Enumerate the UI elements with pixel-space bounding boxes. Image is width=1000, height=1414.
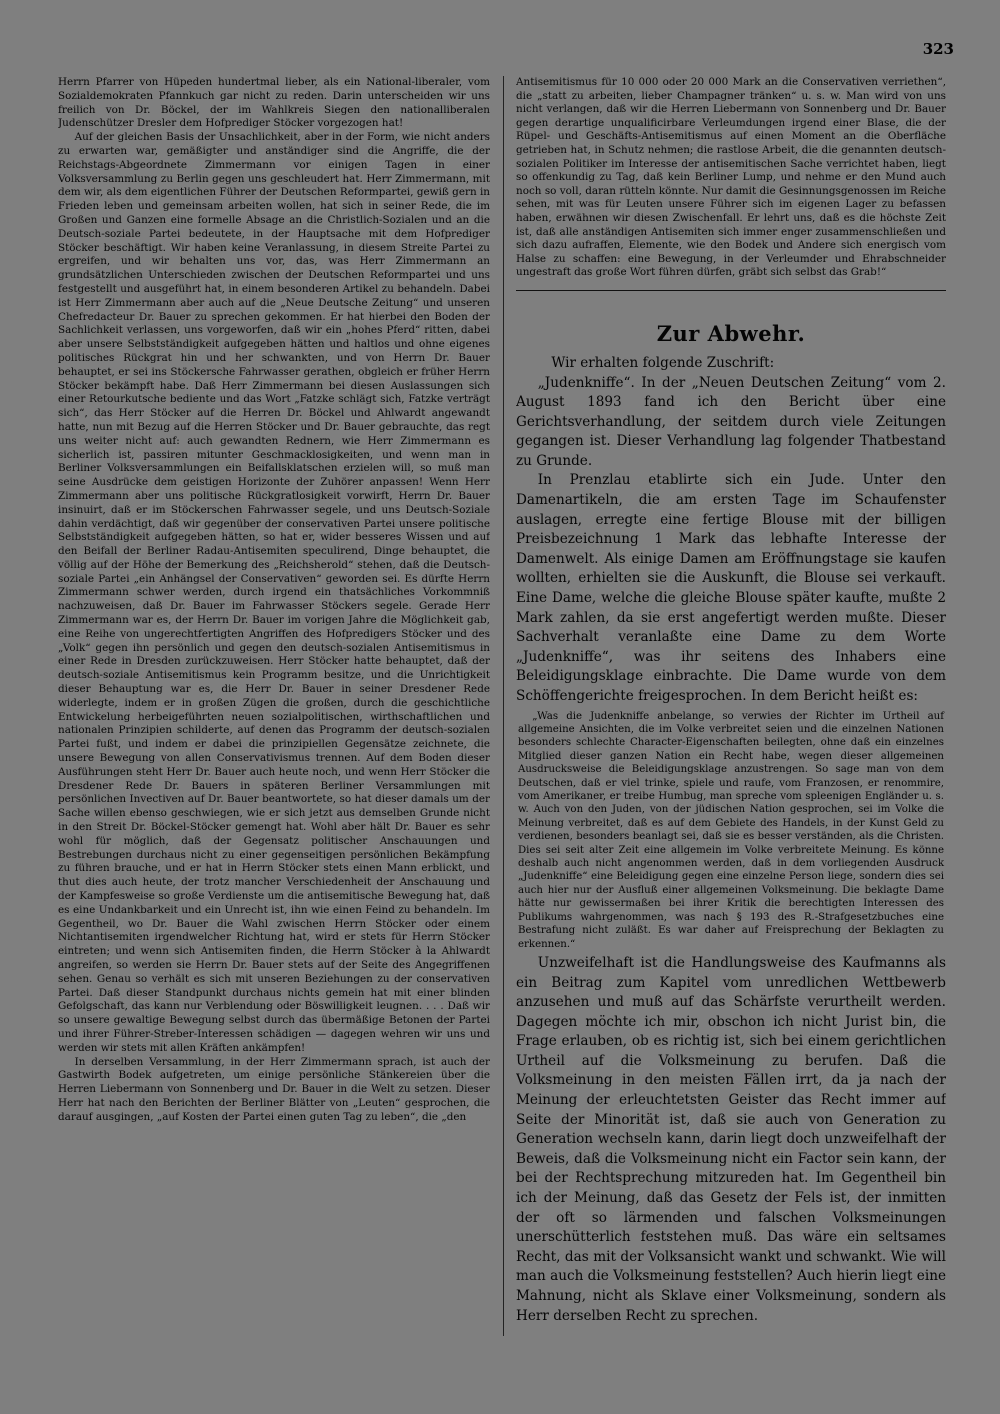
section-rule [516, 290, 946, 291]
right-continued-text [516, 76, 946, 280]
left-column [58, 76, 490, 1336]
quote-paragraph: „Was die Judenkniffe anbelange, so verwies der Richter im Urtheil auf allgemeine Ansichten, die im Volke verbreitet seien und die einzelnen Nationen besonders schlechte Character-Eigenschaften beilegten, ohne daß ein einzelnes Mitglied dieser ganzen Nation ein Recht habe, wegen dieser allgemeinen Ausdrucksweise die Beleidigungsklage anzustrengen. So sage man von dem Deutschen, daß er viel trinke, spiele und raufe, vom Franzosen, er renommire, vom Amerikaner, er treibe Humbug, man spreche vom spleenigen Engländer u. s. w. Auch von den Juden, von der jüdischen Nation gesprochen, sei im Volke die Meinung verbreitet, daß es auf dem Gebiete des Handels, in der Kunst Geld zu verdienen, besonders beanlagt sei, daß sie es besser verständen, als die Christen. Dies sei seit alter Zeit eine allgemein im Volke verbreitete Meinung. Es könne deshalb auch nicht angenommen werden, daß in dem vorliegenden Ausdruck „Judenkniffe“ eine Beleidigung gegen eine einzelne Person liege, sondern dies sei auch hier nur der Ausfluß einer allgemeinen Volksmeinung. Die beklagte Dame hätte nur gewissermaßen bei ihrer Kritik die berechtigten Interessen des Publikums wahrgenommen, was nach § 193 des R.-Strafgesetzbuches eine Bestrafung nicht zuläßt. Es war daher auf Freisprechung der Beklagten zu erkennen.“ [518, 710, 944, 950]
section-title: Zur Abwehr. [656, 320, 806, 346]
intro-line: Wir erhalten folgende Zuschrift: [551, 354, 775, 371]
column-divider [503, 76, 504, 1336]
article-closing [516, 954, 946, 1326]
left-paragraph: Auf der gleichen Basis der Unsachlichkeit, aber in der Form, wie nicht anders zu erwarten war, gemäßigter und anständiger sind die Angriffe, die der Reichstags-Abgeordnete Zimmermann vor einigen Tagen in einer Volksversammlung zu Berlin gegen uns geschleudert hat. Herr Zimmermann, mit dem wir, als dem eigentlichen Führer der Deutschen Reformpartei, gewiß gern in Frieden leben und gemeinsam arbeiten wollen, hat sich in seiner Rede, die im Großen und Ganzen eine formelle Absage an die Christlich-Sozialen und an die Deutsch-soziale Partei bedeutete, in der Hauptsache mit dem Hofprediger Stöcker beschäftigt. Wir haben keine Veranlassung, in diesem Streite Partei zu ergreifen, und wir behalten uns vor, das, was Herr Zimmermann an grundsätzlichen Unterschieden zwischen der Deutschen Reformpartei und uns festgestellt und ausgeführt hat, in einem besonderen Artikel zu behandeln. Dabei ist Herr Zimmermann aber auch auf die „Neue Deutsche Zeitung“ und unseren Chefredacteur Dr. Bauer zu sprechen gekommen. Er hat hierbei den Boden der Sachlichkeit verlassen, uns vorgeworfen, daß wir ein „hohes Pferd“ ritten, dabei aber unsere Selbstständigkeit aufgegeben hätten und haltlos und ohne eigenes politisches Rückgrat hin und her schwankten, und von Herrn Dr. Bauer behauptet, er sei ins Stöckersche Fahrwasser gerathen, obgleich er früher Herrn Stöcker bekämpft habe. Daß Herr Zimmermann bei diesen Auslassungen sich einer Retourkutsche bediente und das Wort „Fatzke schlägt sich, Fatzke verträgt sich“, das Herr Stöcker auf die Herren Dr. Böckel und Ahlwardt angewandt hatte, nun mit Bezug auf die Herren Stöcker und Dr. Bauer gebrauchte, das regt uns weiter nicht auf: auch gewandten Rednern, wie Herr Zimmermann es sicherlich ist, passiren mitunter Geschmacklosigkeiten, und wenn man in Berliner Volksversammlungen ein Beifallsklatschen erzielen will, so muß man seine Ausdrücke dem geistigen Horizonte der Zuhörer anpassen! Wenn Herr Zimmermann aber uns politische Rückgratlosigkeit vorwirft, Herrn Dr. Bauer insinuirt, daß er im Stöckerschen Fahrwasser segele, und uns Deutsch-Soziale dahin verdächtigt, daß wir gegenüber der conservativen Partei unsere politische Selbstständigkeit aufgegeben hätten, so hat er, wider besseres Wissen und auf den Beifall der Berliner Radau-Antisemiten speculirend, Dinge behauptet, die völlig auf der Höhe der Bemerkung des „Reichsherold“ stehen, daß die Deutsch-soziale Partei „ein Anhängsel der Conservativen“ geworden sei. Es dürfte Herrn Zimmermann schwer werden, durch irgend ein thatsächliches Vorkommniß nachzuweisen, daß Dr. Bauer im Fahrwasser Stöckers segele. Gerade Herr Zimmermann war es, der Herrn Dr. Bauer im vorigen Jahre die Möglichkeit gab, eine Reihe von ungerechtfertigten Angriffen des Hofpredigers Stöcker und des „Volk“ gegen ihn persönlich und gegen den deutsch-sozialen Antisemitismus in einer Rede in Dresden zurückzuweisen. Herr Stöcker hatte behauptet, daß der deutsch-soziale Antisemitismus kein Programm besitze, und die Unrichtigkeit dieser Behauptung war es, die Herr Dr. Bauer in seiner Dresdener Rede widerlegte, indem er in großen Zügen die großen, durch die geschichtliche Entwickelung herbeigeführten neuen sozialpolitischen, wirthschaftlichen und nationalen Prinzipien schilderte, auf denen das Programm der deutsch-sozialen Partei fußt, und indem er dabei die prinzipiellen Gegensätze zeichnete, die unsere Bewegung von allen Conservativismus trennen. Auf dem Boden dieser Ausführungen steht Herr Dr. Bauer auch heute noch, und wenn Herr Stöcker die Dresdener Rede Dr. Bauers in späteren Berliner Versammlungen mit persönlichen Invectiven auf Dr. Bauer beantwortete, so hat dieser damals um der Sache willen ebenso geschwiegen, wie er sich jetzt aus demselben Grunde nicht in den Streit Dr. Böckel-Stöcker gemengt hat. Wohl aber hält Dr. Bauer es sehr wohl für möglich, daß der Gegensatz politischer Anschauungen und Bestrebungen durchaus nicht zu einer gegenseitigen persönlichen Bekämpfung zu führen brauche, und er hat in Herrn Stöcker stets einen Mann erblickt, und thut dies auch heute, der trotz mancher Verschiedenheit der Anschauung und der Kampfesweise so große Verdienste um die antisemitische Bewegung hat, daß es eine Undankbarkeit und ein Unrecht ist, ihn wie einen Feind zu behandeln. Im Gegentheil, wo Dr. Bauer die Wahl zwischen Herrn Stöcker oder einem Nichtantisemiten irgendwelcher Richtung hat, wird er stets für Herrn Stöcker eintreten; und wenn sich Antisemiten finden, die Herrn Stöcker à la Ahlwardt angreifen, so werden sie Herrn Dr. Bauer stets auf der Seite des Angegriffenen sehen. Genau so verhält es sich mit unseren Beziehungen zu der conservativen Partei. Daß dieser Standpunkt durchaus nichts gemein hat mit einer blinden Gefolgschaft, das kann nur Verblendung oder Böswilligkeit leugnen. . . . Daß wir so unsere gewaltige Bewegung selbst durch das übermäßige Betonen der Partei und ihrer Führer-Streber-Interessen schädigen — dagegen wehren wir uns und werden wir stets mit allen Kräften ankämpfen! [58, 131, 490, 1054]
closing-paragraph: Unzweifelhaft ist die Handlungsweise des Kaufmanns als ein Beitrag zum Kapitel vom unredlichen Wettbewerb anzusehen und muß auf das Schärfste verurtheilt werden. Dagegen möchte ich mir, obschon ich nicht Jurist bin, die Frage erlauben, ob es richtig ist, sich bei einem gerichtlichen Urtheil auf die Volksmeinung zu berufen. Daß die Volksmeinung in den meisten Fällen irrt, da ja nach der Meinung der erleuchtetsten Geister das Recht immer auf Seite der Minorität ist, daß sie auch von Generation zu Generation wechseln kann, darin liegt doch unzweifelhaft der Beweis, daß die Volksmeinung nicht ein Factor sein kann, der bei der Rechtsprechung mitzureden hat. Im Gegentheil bin ich der Meinung, daß das Gesetz der Fels ist, der inmitten der oft so lärmenden und falschen Volksmeinungen unerschütterlich feststehen muß. Das wäre ein seltsames Recht, das mit der Volksansicht wankt und schwankt. Wie will man auch die Volksmeinung feststellen? Auch hierin liegt eine Mahnung, nicht als Sklave einer Volksmeinung, sondern als Herr derselben Recht zu sprechen. [516, 954, 946, 1324]
left-paragraph: Herrn Pfarrer von Hüpeden hundertmal lieber, als ein National-liberaler, vom Sozialdemokraten Pfannkuch gar nicht zu reden. Darin unterscheiden wir uns freilich von Dr. Böckel, der im Wahlkreis Siegen den nationalliberalen Judenschützer Dresler dem Hofprediger Stöcker vorgezogen hat! [58, 76, 490, 130]
court-quote [516, 710, 946, 951]
right-column [516, 76, 946, 1346]
article-body [516, 354, 946, 707]
page-number: 323 [922, 40, 954, 58]
left-paragraph: In derselben Versammlung, in der Herr Zimmermann sprach, ist auch der Gastwirth Bodek aufgetreten, um einige persönliche Stänkereien über die Herren Liebermann von Sonnenberg und Dr. Bauer in die Welt zu setzen. Dieser Herr hat nach den Berichten der Berliner Blätter von „Leuten“ gesprochen, die darauf ausgingen, „auf Kosten der Partei einen guten Tag zu leben“, die „den [58, 1055, 490, 1123]
body-paragraph: In Prenzlau etablirte sich ein Jude. Unter den Damenartikeln, die am ersten Tage im Schaufenster auslagen, erregte eine fertige Blouse mit der billigen Preisbezeichnung 1 Mark das lebhafte Interesse der Damenwelt. Als einige Damen am Eröffnungstage sie kaufen wollten, erhielten sie die Auskunft, die Blouse sei verkauft. Eine Dame, welche die gleiche Blouse später kaufte, mußte 2 Mark zahlen, da sie erst angefertigt werden mußte. Dieser Sachverhalt veranlaßte eine Dame zu dem Worte „Judenkniffe“, was ihr seitens des Inhabers eine Beleidigungsklage einbrachte. Die Dame wurde von dem Schöffengerichte freigesprochen. In dem Bericht heißt es: [516, 472, 946, 704]
right-paragraph: Antisemitismus für 10 000 oder 20 000 Mark an die Conservativen verriethen“, die „statt zu arbeiten, lieber Champagner tränken“ u. s. w. Man wird von uns nicht verlangen, daß wir die Herren Liebermann von Sonnenberg und Dr. Bauer gegen derartige unqualificirbare Verleumdungen irgend einer Blase, die der Rüpel- und Geschäfts-Antisemitismus auf einen Moment an die Oberfläche getrieben hat, in Schutz nehmen; die rastlose Arbeit, die die genannten deutsch-sozialen Politiker im Interesse der antisemitischen Sache verrichtet haben, liegt so offenkundig zu Tag, daß kein Berliner Lump, und nehme er den Mund auch noch so voll, daran rütteln könnte. Nur damit die Gesinnungsgenossen im Reiche sehen, mit was für Leuten unsere Führer sich im eigenen Lager zu befassen haben, erwähnen wir diesen Zwischenfall. Er lehrt uns, daß es die höchste Zeit ist, daß alle anständigen Antisemiten sich immer enger zusammenschließen und sich dazu aufraffen, Elemente, wie den Bodek und Andere sich energisch vom Halse zu schaffen: eine Bewegung, in der Verleumder und Ehrabschneider ungestraft das große Wort führen dürfen, gräbt sich selbst das Grab!“ [516, 76, 946, 279]
body-paragraph: „Judenkniffe“. In der „Neuen Deutschen Zeitung“ vom 2. August 1893 fand ich den Bericht über eine Gerichtsverhandlung, der seitdem durch viele Zeitungen gegangen ist. Dieser Verhandlung lag folgender Thatbestand zu Grunde. [516, 374, 946, 469]
